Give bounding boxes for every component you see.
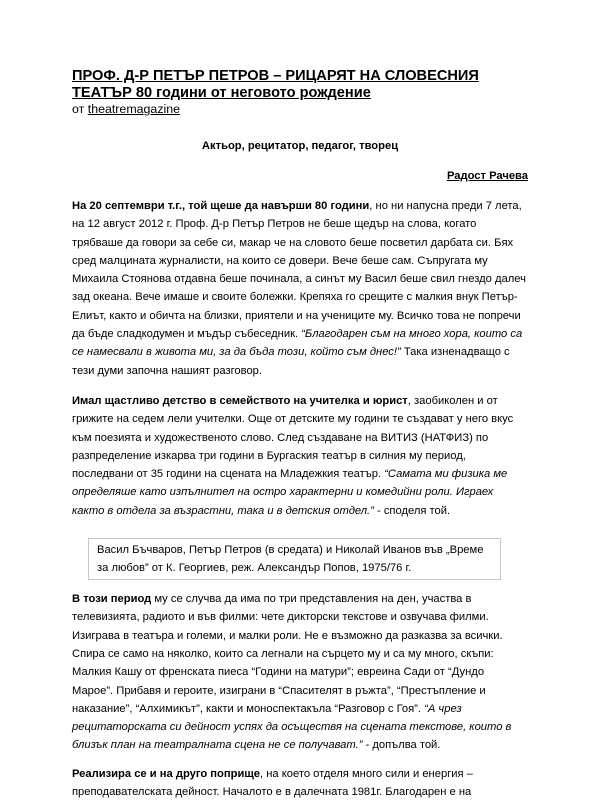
paragraph-1-lead: На 20 септември т.г., той щеше да навърши 80 години [72, 200, 370, 212]
paragraph-2-quote: “Самата ми физика ме определяше като изпълнител на остро характерни и комедийни роли. Играех както в отдела за възрастни, така и в детския отдел.” [72, 468, 508, 517]
paragraph-4-lead: Реализира се и на друго поприще [72, 767, 261, 780]
article-subtitle: Актьор, рецитатор, педагог, творец [201, 140, 399, 152]
paragraph-3-lead: В този период [72, 593, 152, 606]
paragraph-1-text-end: Така изненадващо с тези думи започна нашият разговор. [72, 346, 510, 377]
article-title: ПРОФ. Д-Р ПЕТЪР ПЕТРОВ – РИЦАРЯТ НА СЛОВЕСНИЯ ТЕАТЪР 80 години от неговото рождение [72, 68, 479, 101]
paragraph-1 [72, 197, 528, 380]
paragraph-3-quote: “А чрез рецитаторската си дейност успях да осъществя на сцената текстове, които в близък план на театралната сцена не се получават.” [72, 702, 512, 752]
article-source [72, 102, 528, 117]
paragraph-2-text: , заобиколен и от грижите на седем лели учителки. Още от детските му години те създават у него вкус към поезията и художественото слово. След създаване на ВИТИЗ (НАТФИЗ) по разпределение изкарва три години в Бургаския театър в силния му период, последвани от 35 години на сцената на Младежкия театър. [72, 394, 514, 481]
paragraph-3-text-end: - допълва той. [362, 739, 441, 752]
source-link[interactable]: theatremagazine [87, 102, 181, 116]
paragraph-4-text: , на което отделя много сили и енергия – преподавателската дейност. Началото е в далечната 1981г. Благодарен е на [72, 767, 473, 799]
article [72, 68, 528, 801]
paragraph-1-quote: “Благодарен съм на много хора, които са се намесвали в живота ми, за да бъда този, който съм днес!” [72, 328, 523, 359]
article-author: Радост Рачева [446, 170, 528, 182]
photo-caption: Васил Бъчваров, Петър Петров (в средата) и Николай Иванов във „Време за любов” от К. Георгиев, реж. Александър Попов, 1975/76 г. [88, 538, 501, 580]
paragraph-1-text: , но ни напусна преди 7 лета, на 12 август 2012 г. Проф. Д-р Петър Петров не беше щедър на слова, когато трябваше да говори за себе си, макар че на словото беше посветил дарбата си. Бях сред малцината журналисти, на които се довери. Вече беше сам. Съпругата му Михаила Стоянова отдавна беше починала, а синът му Васил беше свил гнездо далеч зад океана. Вече имаше и своите болежки. Крепяха го срещите с малкия внук Петър-Елиът, както и обичта на близки, приятели и на учениците му. Всичко това не попречи да бъде сладкодумен и мъдър събеседник. [72, 200, 526, 341]
paragraph-2-lead: Имал щастливо детство в семейството на учителка и юрист [72, 394, 408, 407]
paragraph-3 [72, 590, 528, 755]
paragraph-3-text: му се случва да има по три представления на ден, участва в телевизията, радиото и във филми: чете дикторски текстове и озвучава филми. Изиграва в театъра и големи, и малки роли. Не е възможно да разказва за всички. Спира се само на няколко, които са легнали на сърцето му и са му много, скъпи: Малкия Кашу от френската пиеса “Години на матури”; евреина Сади от “Дундо Мароe”. Прибавя и героите, изиграни в “Спасителят в ръжта”, “Престъпление и наказание”, “Алхимикът”, какти и моноспектакъла “Разговор с Гоя”. [72, 593, 503, 715]
paragraph-2 [72, 392, 528, 520]
paragraph-4 [72, 765, 528, 801]
paragraph-2-text-end: - споделя той. [373, 504, 451, 517]
source-prefix: от [72, 102, 88, 116]
